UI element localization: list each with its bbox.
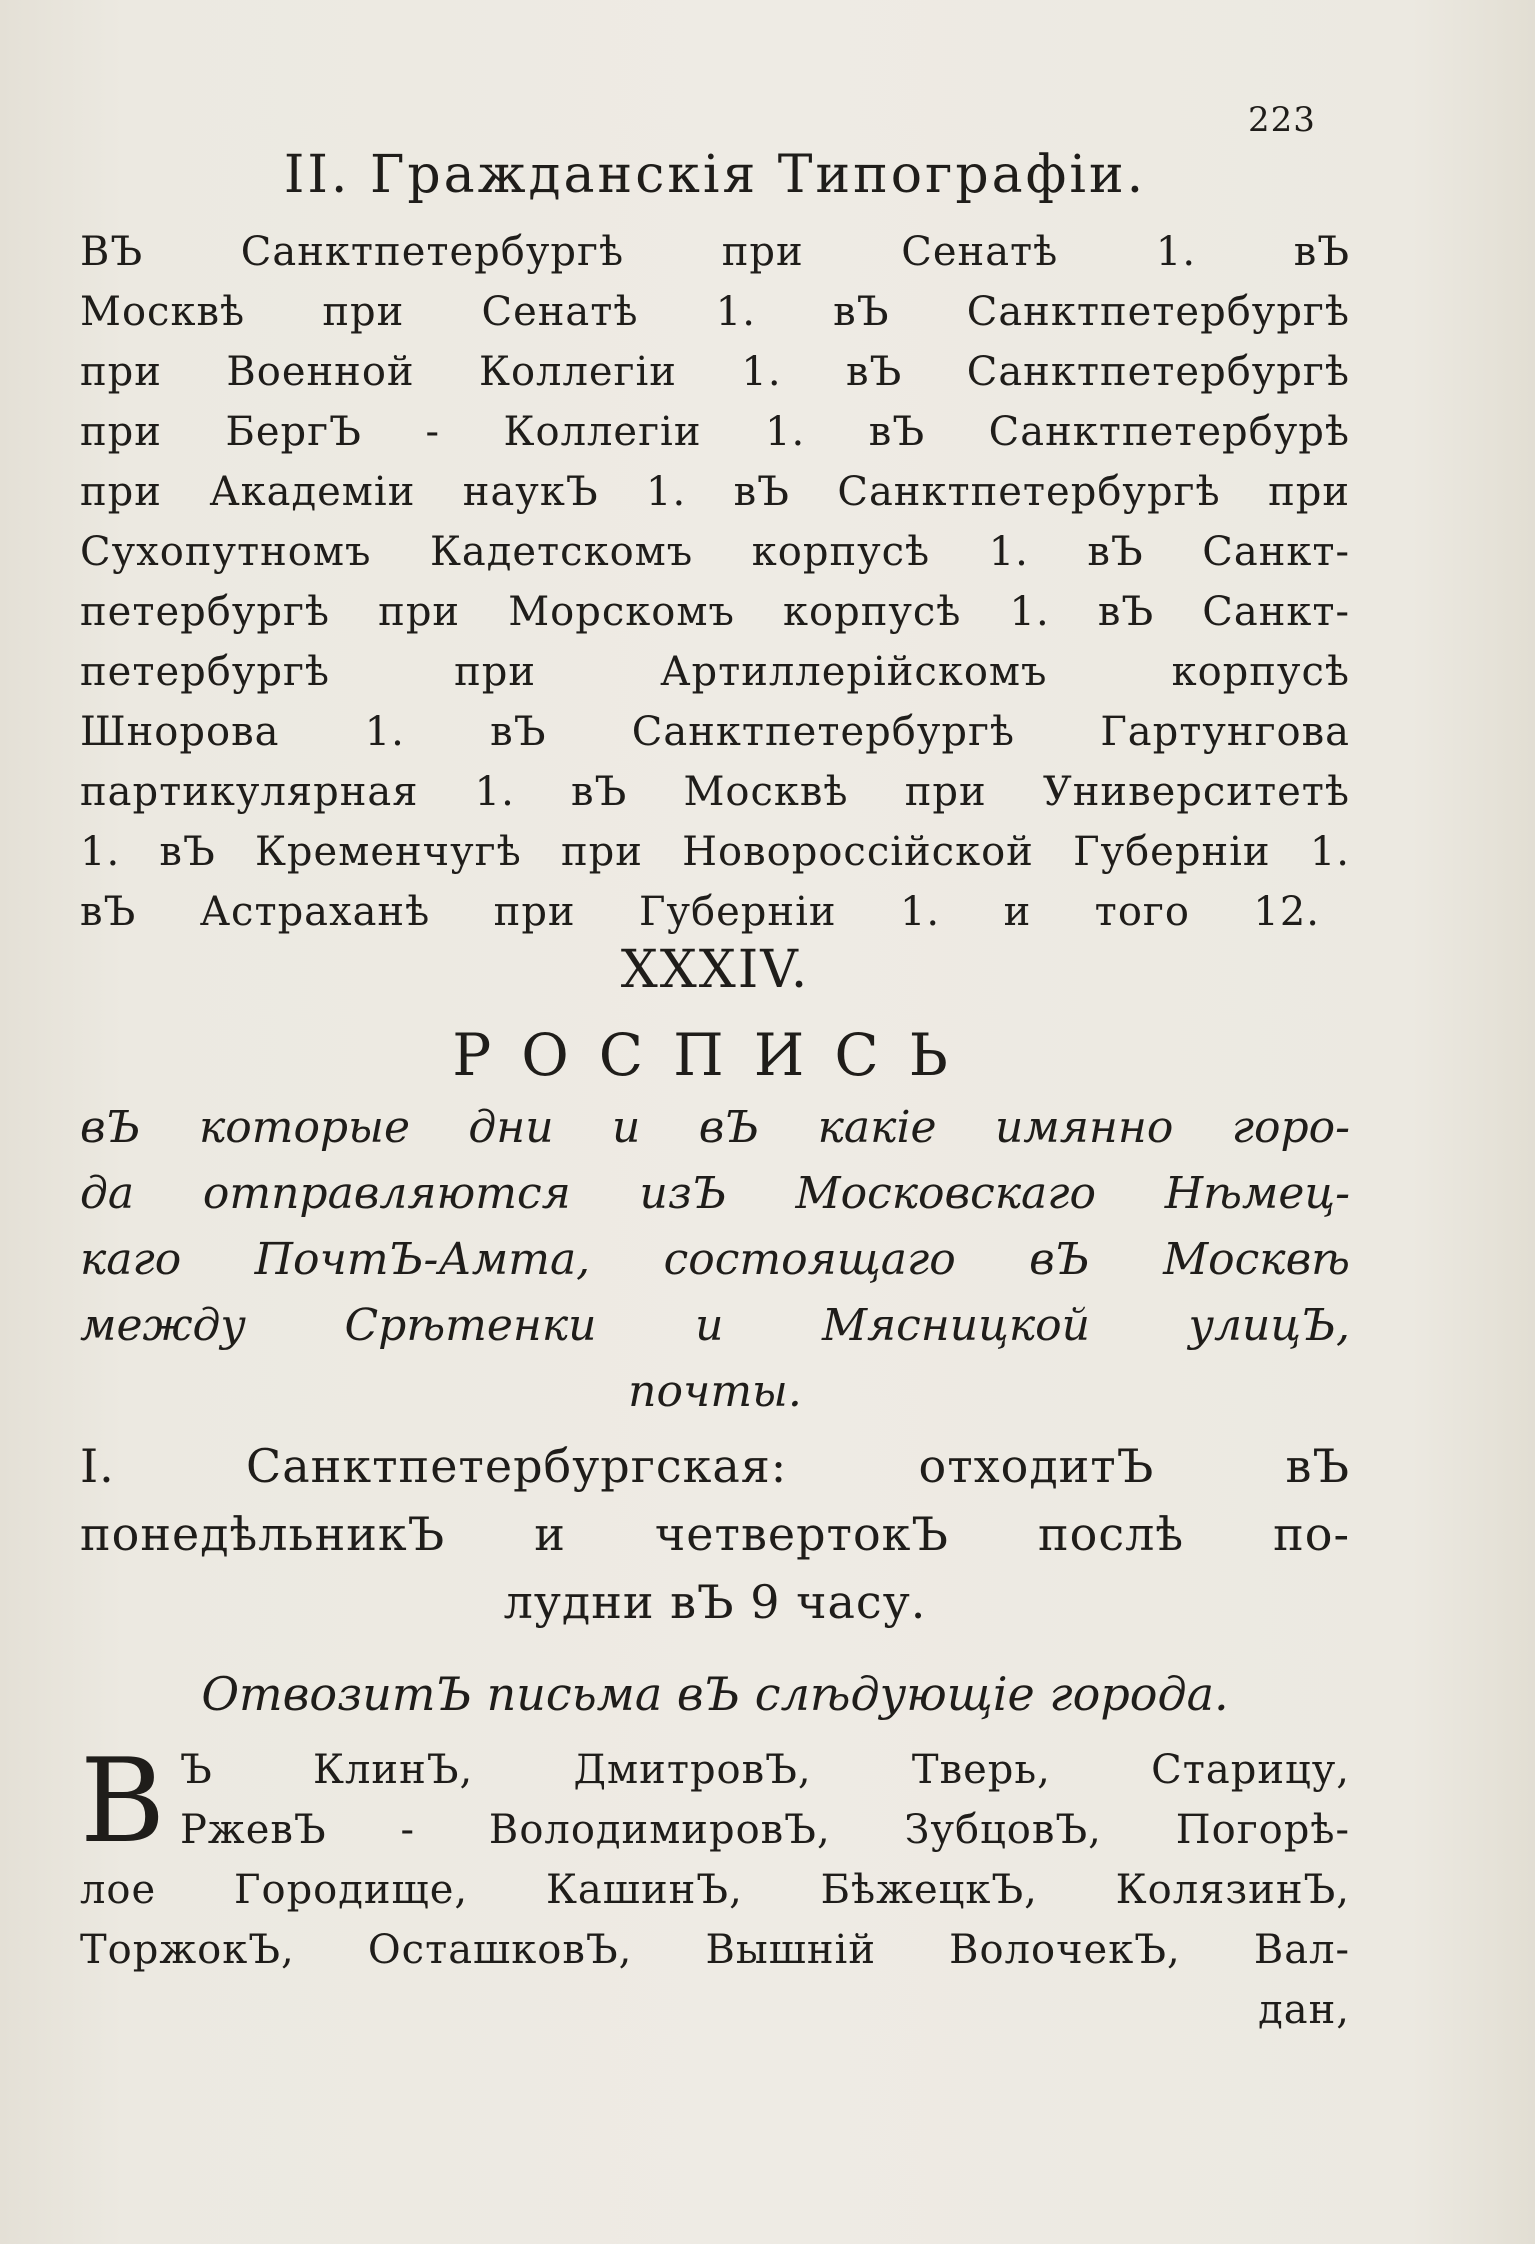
cities-line: дан,	[1258, 1987, 1350, 2033]
body-line: петербургѣ при Артиллерійскомъ корпусѣ	[80, 649, 1350, 695]
body-line: вЪ Астраханѣ при Губерніи 1. и того 12.	[80, 889, 1320, 935]
chapter-subtitle	[80, 1095, 1350, 1425]
body-line: партикулярная 1. вЪ Москвѣ при Университетѣ	[80, 769, 1350, 815]
dispatch-heading: ОтвозитЪ письма вЪ слѣдующіе города.	[201, 1667, 1229, 1721]
section-body	[80, 222, 1350, 942]
route-line: понедѣльникЪ и четвертокЪ послѣ по-	[80, 1507, 1350, 1561]
route-line: лудни вЪ 9 часу.	[503, 1575, 927, 1629]
cities-line: лое Городище, КашинЪ, БѣжецкЪ, КолязинЪ,	[80, 1867, 1350, 1913]
subtitle-line: вЪ которые дни и вЪ какіе имянно горо-	[80, 1102, 1350, 1153]
body-line: Сухопутномъ Кадетскомъ корпусѣ 1. вЪ Санкт-	[80, 529, 1350, 575]
page-number: 223	[1248, 100, 1316, 140]
body-line: при БергЪ - Коллегіи 1. вЪ Санктпетербурѣ	[80, 409, 1350, 455]
body-line: ВЪ Санктпетербургѣ при Сенатѣ 1. вЪ	[80, 229, 1350, 275]
chapter-number: XXXIV.	[620, 940, 810, 1000]
chapter-heading: РОСПИСЬ	[452, 1021, 978, 1089]
cities-line: РжевЪ - ВолодимировЪ, ЗубцовЪ, Погорѣ-	[180, 1807, 1350, 1853]
subtitle-line: почты.	[628, 1366, 802, 1417]
drop-cap: В	[80, 1734, 167, 1869]
body-line: 1. вЪ Кременчугѣ при Новороссійской Губерніи 1.	[80, 829, 1350, 875]
cities-line: Ъ КлинЪ, ДмитровЪ, Тверь, Старицу,	[180, 1747, 1350, 1793]
body-line: при Академіи наукЪ 1. вЪ Санктпетербургѣ при	[80, 469, 1350, 515]
route-entry	[80, 1432, 1350, 1636]
body-line: Шнорова 1. вЪ Санктпетербургѣ Гартунгова	[80, 709, 1350, 755]
subtitle-line: да отправляются изЪ Московскаго Нѣмец-	[80, 1168, 1350, 1219]
body-line: при Военной Коллегіи 1. вЪ Санктпетербургѣ	[80, 349, 1350, 395]
subtitle-line: между Срѣтенки и Мясницкой улицЪ,	[80, 1300, 1350, 1351]
body-line: Москвѣ при Сенатѣ 1. вЪ Санктпетербургѣ	[80, 289, 1350, 335]
subtitle-line: каго ПочтЪ-Амта, состоящаго вЪ Москвѣ	[80, 1234, 1350, 1285]
section-title: II. Гражданскія Типографіи.	[283, 145, 1147, 205]
cities-line: ТоржокЪ, ОсташковЪ, Вышній ВолочекЪ, Вал-	[80, 1927, 1350, 1973]
route-line: I. Санктпетербургская: отходитЪ вЪ	[80, 1439, 1350, 1493]
body-line: петербургѣ при Морскомъ корпусѣ 1. вЪ Санкт-	[80, 589, 1350, 635]
cities-list	[80, 1734, 1350, 2040]
